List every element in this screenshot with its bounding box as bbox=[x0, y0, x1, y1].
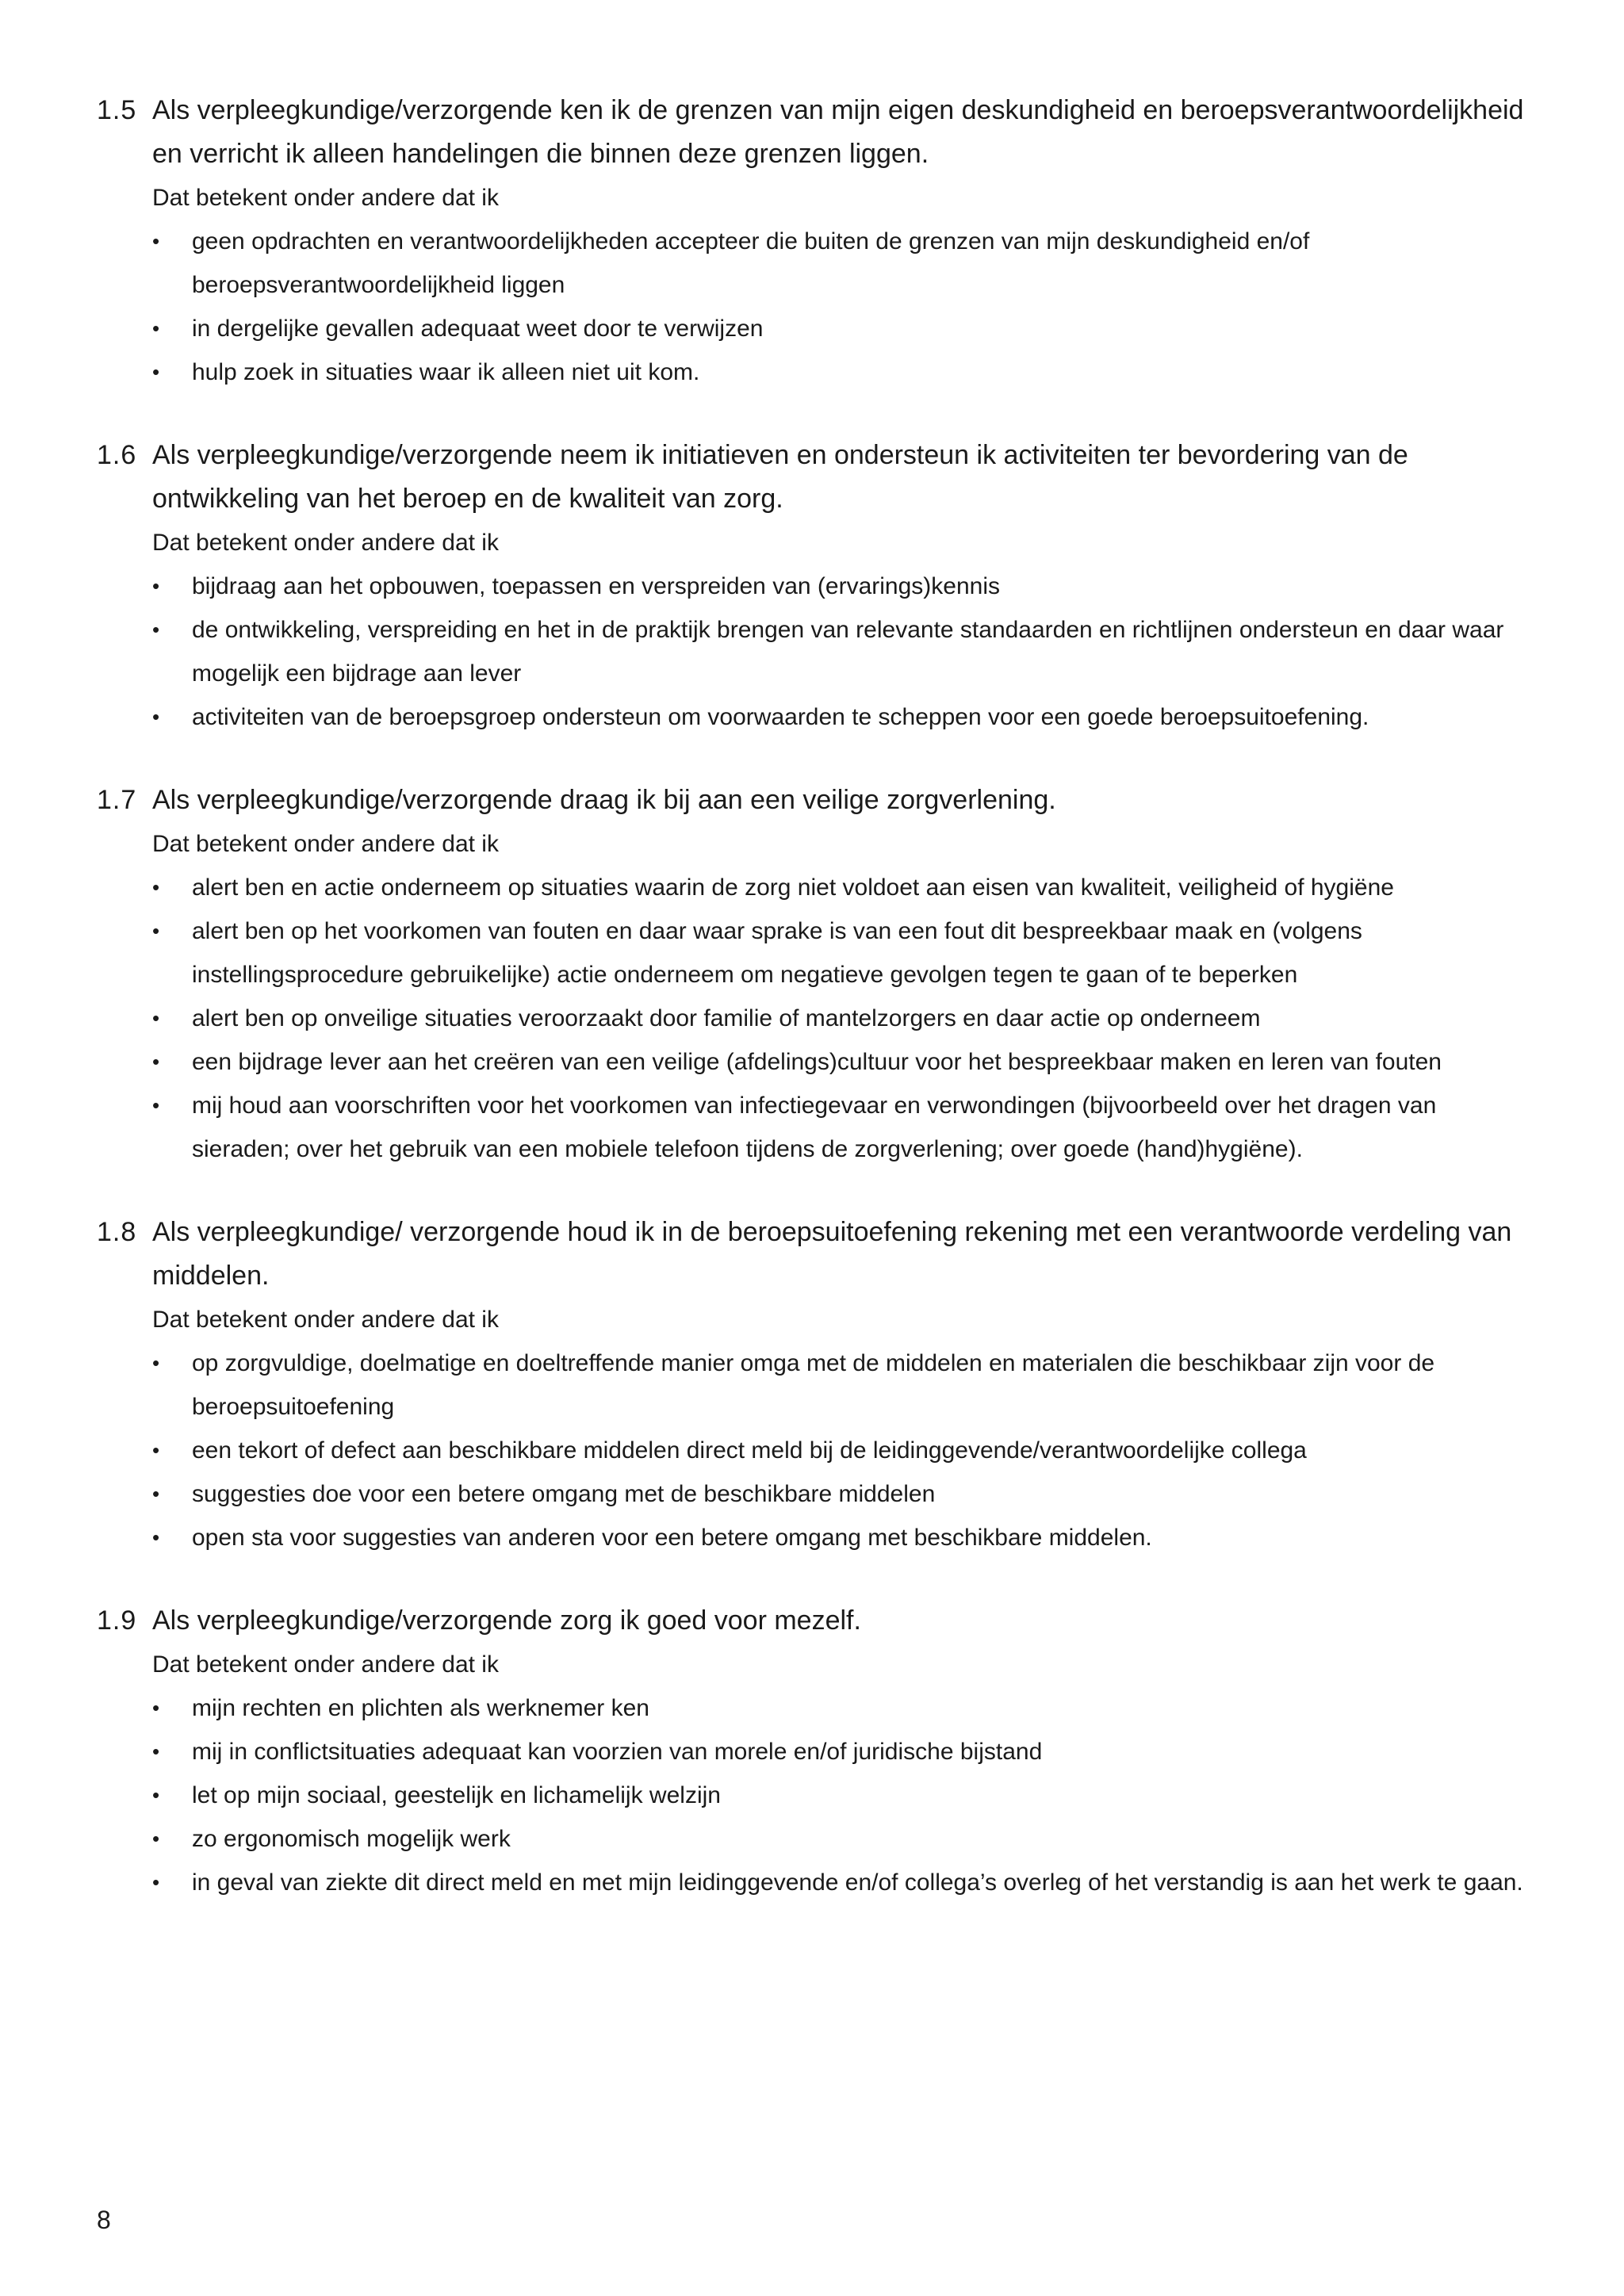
bullet-icon: • bbox=[152, 1006, 160, 1030]
list-item bbox=[152, 997, 1540, 1040]
list-item bbox=[152, 1472, 1540, 1516]
section-1-7 bbox=[97, 779, 1540, 1171]
list-item bbox=[152, 1730, 1540, 1774]
bullet-icon: • bbox=[152, 618, 160, 641]
section-body bbox=[152, 1643, 1540, 1904]
section-heading bbox=[97, 1599, 1540, 1643]
list-item-text: suggesties doe voor een betere omgang met de beschikbare middelen bbox=[192, 1481, 936, 1507]
list-item bbox=[152, 1817, 1540, 1861]
bullet-list bbox=[152, 1341, 1540, 1559]
section-body bbox=[152, 521, 1540, 739]
list-item-text: activiteiten van de beroepsgroep ondersteun om voorwaarden te scheppen voor een goede beroepsuitoefening. bbox=[192, 704, 1369, 730]
bullet-icon: • bbox=[152, 1739, 160, 1763]
list-item bbox=[152, 1861, 1540, 1904]
list-item bbox=[152, 608, 1540, 695]
list-item-text: alert ben en actie onderneem op situaties waarin de zorg niet voldoet aan eisen van kwaliteit, veiligheid of hygiëne bbox=[192, 874, 1394, 901]
bullet-icon: • bbox=[152, 574, 160, 598]
section-title: Als verpleegkundige/verzorgende neem ik initiatieven en ondersteun ik activiteiten ter bevordering van de ontwikkeling van het beroep en de kwaliteit van zorg. bbox=[152, 440, 1408, 514]
list-item-text: let op mijn sociaal, geestelijk en lichamelijk welzijn bbox=[192, 1782, 721, 1808]
section-title: Als verpleegkundige/verzorgende ken ik de grenzen van mijn eigen deskundigheid en beroepsverantwoordelijkheid en verricht ik alleen handelingen die binnen deze grenzen liggen. bbox=[152, 95, 1524, 169]
list-item bbox=[152, 564, 1540, 608]
list-item-text: mijn rechten en plichten als werknemer ken bbox=[192, 1695, 649, 1721]
list-item-text: in geval van ziekte dit direct meld en met mijn leidinggevende en/of collega’s overleg of het verstandig is aan het werk te gaan. bbox=[192, 1869, 1523, 1896]
bullet-icon: • bbox=[152, 1093, 160, 1117]
section-number: 1.9 bbox=[97, 1605, 137, 1636]
section-number: 1.5 bbox=[97, 95, 137, 125]
section-number: 1.6 bbox=[97, 440, 137, 470]
list-item-text: op zorgvuldige, doelmatige en doeltreffende manier omga met de middelen en materialen die beschikbaar zijn voor de beroepsuitoefening bbox=[192, 1350, 1435, 1420]
list-item bbox=[152, 1686, 1540, 1730]
list-item-text: een tekort of defect aan beschikbare middelen direct meld bij de leidinggevende/verantwoordelijke collega bbox=[192, 1437, 1307, 1464]
bullet-icon: • bbox=[152, 1827, 160, 1850]
section-1-6 bbox=[97, 434, 1540, 739]
bullet-icon: • bbox=[152, 1870, 160, 1894]
section-heading bbox=[97, 779, 1540, 822]
section-body bbox=[152, 822, 1540, 1171]
list-item bbox=[152, 220, 1540, 307]
section-number: 1.8 bbox=[97, 1217, 137, 1247]
section-intro: Dat betekent onder andere dat ik bbox=[152, 185, 499, 211]
list-item-text: alert ben op het voorkomen van fouten en daar waar sprake is van een fout dit bespreekbaar maak en (volgens instellingsprocedure gebruikelijke) actie onderneem om negatieve gevolgen tegen te gaan of te beperken bbox=[192, 918, 1362, 988]
list-item-text: de ontwikkeling, verspreiding en het in de praktijk brengen van relevante standaarden en richtlijnen ondersteun en daar waar mogelijk een bijdrage aan lever bbox=[192, 617, 1504, 687]
section-intro: Dat betekent onder andere dat ik bbox=[152, 1651, 499, 1678]
list-item-text: in dergelijke gevallen adequaat weet door te verwijzen bbox=[192, 316, 764, 342]
bullet-icon: • bbox=[152, 1525, 160, 1549]
list-item-text: hulp zoek in situaties waar ik alleen niet uit kom. bbox=[192, 359, 700, 385]
list-item bbox=[152, 1341, 1540, 1429]
section-number: 1.7 bbox=[97, 785, 137, 815]
bullet-icon: • bbox=[152, 360, 160, 384]
bullet-icon: • bbox=[152, 919, 160, 943]
list-item bbox=[152, 1774, 1540, 1817]
list-item bbox=[152, 1084, 1540, 1171]
section-intro: Dat betekent onder andere dat ik bbox=[152, 530, 499, 556]
list-item bbox=[152, 1516, 1540, 1559]
bullet-icon: • bbox=[152, 875, 160, 899]
bullet-icon: • bbox=[152, 1438, 160, 1462]
list-item bbox=[152, 350, 1540, 394]
section-title: Als verpleegkundige/verzorgende zorg ik goed voor mezelf. bbox=[152, 1605, 861, 1636]
section-1-8 bbox=[97, 1211, 1540, 1559]
list-item-text: een bijdrage lever aan het creëren van een veilige (afdelings)cultuur voor het bespreekbaar maken en leren van fouten bbox=[192, 1049, 1442, 1075]
section-heading bbox=[97, 1211, 1540, 1298]
list-item bbox=[152, 307, 1540, 350]
section-heading bbox=[97, 434, 1540, 521]
bullet-list bbox=[152, 866, 1540, 1171]
bullet-icon: • bbox=[152, 1482, 160, 1506]
bullet-icon: • bbox=[152, 705, 160, 729]
bullet-list bbox=[152, 564, 1540, 739]
list-item bbox=[152, 695, 1540, 739]
bullet-list bbox=[152, 1686, 1540, 1904]
list-item-text: mij houd aan voorschriften voor het voorkomen van infectiegevaar en verwondingen (bijvoorbeeld over het dragen van sieraden; over het gebruik van een mobiele telefoon tijdens de zorgverlening; over goede (hand)hygiëne). bbox=[192, 1093, 1437, 1162]
list-item-text: open sta voor suggesties van anderen voor een betere omgang met beschikbare middelen. bbox=[192, 1525, 1152, 1551]
list-item-text: zo ergonomisch mogelijk werk bbox=[192, 1826, 511, 1852]
section-body bbox=[152, 1298, 1540, 1559]
bullet-icon: • bbox=[152, 1696, 160, 1720]
section-intro: Dat betekent onder andere dat ik bbox=[152, 1307, 499, 1333]
section-heading bbox=[97, 89, 1540, 176]
list-item-text: alert ben op onveilige situaties veroorzaakt door familie of mantelzorgers en daar actie op onderneem bbox=[192, 1005, 1261, 1031]
section-title: Als verpleegkundige/verzorgende draag ik bij aan een veilige zorgverlening. bbox=[152, 785, 1056, 815]
list-item bbox=[152, 1429, 1540, 1472]
page-number: 8 bbox=[97, 2206, 111, 2234]
list-item bbox=[152, 1040, 1540, 1084]
section-body bbox=[152, 176, 1540, 394]
bullet-icon: • bbox=[152, 229, 160, 253]
list-item bbox=[152, 909, 1540, 997]
section-1-5 bbox=[97, 89, 1540, 394]
list-item-text: geen opdrachten en verantwoordelijkheden accepteer die buiten de grenzen van mijn deskundigheid en/of beroepsverantwoordelijkheid liggen bbox=[192, 228, 1310, 298]
list-item-text: mij in conflictsituaties adequaat kan voorzien van morele en/of juridische bijstand bbox=[192, 1739, 1043, 1765]
bullet-list bbox=[152, 220, 1540, 394]
bullet-icon: • bbox=[152, 1351, 160, 1375]
bullet-icon: • bbox=[152, 316, 160, 340]
section-title: Als verpleegkundige/ verzorgende houd ik in de beroepsuitoefening rekening met een verantwoorde verdeling van middelen. bbox=[152, 1217, 1512, 1291]
section-intro: Dat betekent onder andere dat ik bbox=[152, 831, 499, 857]
list-item-text: bijdraag aan het opbouwen, toepassen en verspreiden van (ervarings)kennis bbox=[192, 573, 1000, 599]
section-1-9 bbox=[97, 1599, 1540, 1904]
document-content bbox=[97, 89, 1540, 1944]
bullet-icon: • bbox=[152, 1050, 160, 1073]
list-item bbox=[152, 866, 1540, 909]
bullet-icon: • bbox=[152, 1783, 160, 1807]
